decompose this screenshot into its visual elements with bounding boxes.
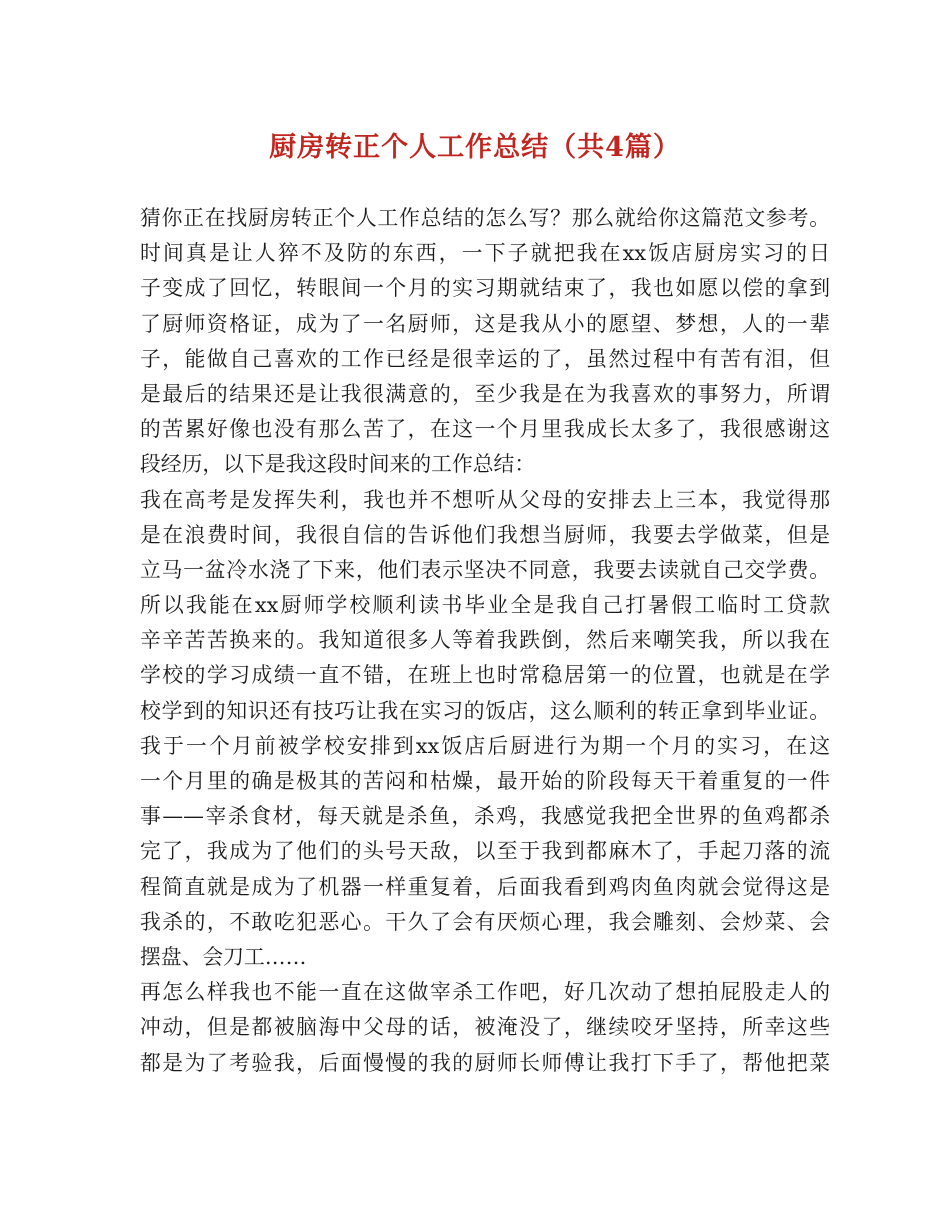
body-line: 是在浪费时间，我很自信的告诉他们我想当厨师，我要去学做菜，但是 — [140, 522, 830, 547]
body-line: 我于一个月前被学校安排到xx饭店后厨进行为期一个月的实习，在这 — [140, 733, 830, 758]
body-line: 我在高考是发挥失利，我也并不想听从父母的安排去上三本，我觉得那 — [140, 487, 830, 512]
body-line: 子，能做自己喜欢的工作已经是很幸运的了，虽然过程中有苦有泪，但 — [140, 346, 830, 371]
body-line: 程简直就是成为了机器一样重复着，后面我看到鸡肉鱼肉就会觉得这是 — [140, 874, 830, 899]
body-line: 一个月里的确是极其的苦闷和枯燥，最开始的阶段每天干着重复的一件 — [140, 769, 830, 793]
body-line: 所以我能在xx厨师学校顺利读书毕业全是我自己打暑假工临时工贷款 — [140, 593, 830, 618]
body-line: 学校的学习成绩一直不错，在班上也时常稳居第一的位置，也就是在学 — [140, 663, 830, 688]
body-line: 辛辛苦苦换来的。我知道很多人等着我跌倒，然后来嘲笑我，所以我在 — [140, 628, 830, 653]
body-line: 都是为了考验我，后面慢慢的我的厨师长师傅让我打下手了，帮他把菜 — [140, 1050, 830, 1075]
body-line: 完了，我成为了他们的头号天敌，以至于我到都麻木了，手起刀落的流 — [140, 839, 830, 864]
document-body — [140, 201, 830, 1081]
body-line: 摆盘、会刀工…… — [140, 944, 307, 969]
body-line: 再怎么样我也不能一直在这做宰杀工作吧，好几次动了想拍屁股走人的 — [140, 980, 830, 1005]
body-line: 冲动，但是都被脑海中父母的话，被淹没了，继续咬牙坚持，所幸这些 — [140, 1015, 830, 1040]
body-line: 事——宰杀食材，每天就是杀鱼，杀鸡，我感觉我把全世界的鱼鸡都杀 — [140, 804, 830, 829]
body-line: 立马一盆冷水浇了下来，他们表示坚决不同意，我要去读就自己交学费。 — [140, 557, 830, 582]
body-line: 猜你正在找厨房转正个人工作总结的怎么写？那么就给你这篇范文参考。 — [140, 206, 830, 230]
body-line: 时间真是让人猝不及防的东西，一下子就把我在xx饭店厨房实习的日 — [140, 241, 830, 266]
body-line: 是最后的结果还是让我很满意的，至少我是在为我喜欢的事努力，所谓 — [140, 381, 830, 406]
body-line: 了厨师资格证，成为了一名厨师，这是我从小的愿望、梦想，人的一辈 — [140, 311, 830, 336]
body-line: 段经历，以下是我这段时间来的工作总结： — [140, 452, 536, 477]
document-title: 厨房转正个人工作总结（共4篇） — [269, 132, 681, 163]
body-line: 校学到的知识还有技巧让我在实习的饭店，这么顺利的转正拿到毕业证。 — [140, 698, 830, 723]
body-line: 的苦累好像也没有那么苦了，在这一个月里我成长太多了，我很感谢这 — [140, 417, 830, 442]
body-line: 我杀的，不敢吃犯恶心。干久了会有厌烦心理，我会雕刻、会炒菜、会 — [140, 909, 830, 934]
body-line: 子变成了回忆，转眼间一个月的实习期就结束了，我也如愿以偿的拿到 — [140, 276, 830, 301]
